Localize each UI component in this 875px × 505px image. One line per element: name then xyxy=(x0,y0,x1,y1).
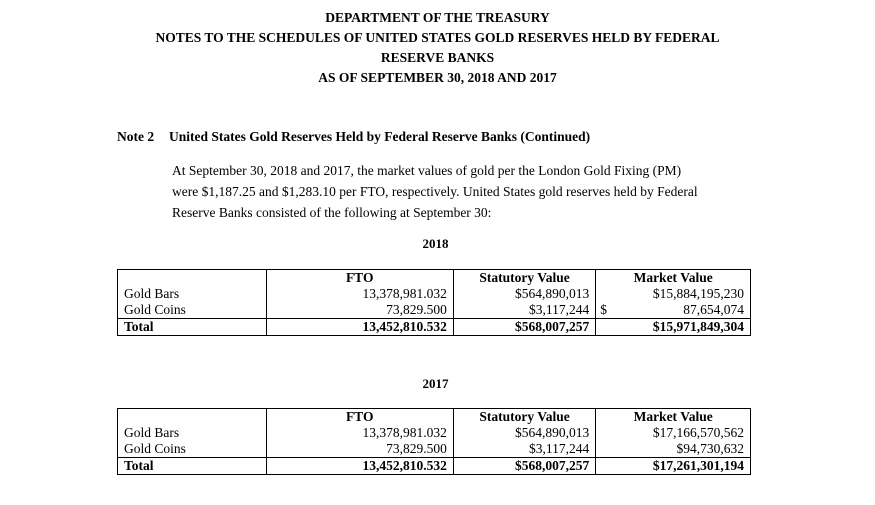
table-header-row xyxy=(118,409,751,426)
table-total-row xyxy=(118,458,751,475)
row-label: Gold Bars xyxy=(118,286,267,302)
row-label: Gold Bars xyxy=(118,425,267,441)
market-value: $94,730,632 xyxy=(596,441,751,458)
note-number: Note 2 xyxy=(117,129,155,144)
row-label: Gold Coins xyxy=(118,302,267,319)
table-row xyxy=(118,302,751,319)
market-value: $17,166,570,562 xyxy=(596,425,751,441)
statutory-value: $3,117,244 xyxy=(453,441,595,458)
statutory-value: $568,007,257 xyxy=(453,319,595,336)
table-header-row xyxy=(118,270,751,287)
header-empty xyxy=(118,270,267,287)
note-paragraph-line-2: were $1,187.25 and $1,283.10 per FTO, respectively. United States gold reserves held by Federal xyxy=(172,184,698,199)
fto-value: 73,829.500 xyxy=(266,302,453,319)
header-date: AS OF SEPTEMBER 30, 2018 AND 2017 xyxy=(318,70,557,85)
table-row xyxy=(118,441,751,458)
header-statutory-value: Statutory Value xyxy=(453,270,595,287)
header-notes-title: NOTES TO THE SCHEDULES OF UNITED STATES GOLD RESERVES HELD BY FEDERAL xyxy=(155,30,720,45)
year-heading-2017: 2017 xyxy=(422,376,449,391)
market-value: $15,971,849,304 xyxy=(596,319,751,336)
header-department: DEPARTMENT OF THE TREASURY xyxy=(325,10,550,25)
header-market-value: Market Value xyxy=(596,270,751,287)
header-fto: FTO xyxy=(266,409,453,426)
header-fto: FTO xyxy=(266,270,453,287)
note-title: United States Gold Reserves Held by Federal Reserve Banks (Continued) xyxy=(169,129,591,144)
statutory-value: $3,117,244 xyxy=(453,302,595,319)
table-total-row xyxy=(118,319,751,336)
table-row xyxy=(118,425,751,441)
statutory-value: $564,890,013 xyxy=(453,286,595,302)
note-paragraph-line-1: At September 30, 2018 and 2017, the market values of gold per the London Gold Fixing (PM) xyxy=(172,163,682,178)
statutory-value: $568,007,257 xyxy=(453,458,595,475)
header-reserve-banks: RESERVE BANKS xyxy=(380,50,495,65)
fto-value: 13,378,981.032 xyxy=(266,425,453,441)
market-value: $17,261,301,194 xyxy=(596,458,751,475)
market-dollar-sign: $ xyxy=(600,302,608,317)
header-empty xyxy=(118,409,267,426)
market-value: 87,654,074 xyxy=(683,302,744,317)
statutory-value: $564,890,013 xyxy=(453,425,595,441)
header-market-value: Market Value xyxy=(596,409,751,426)
fto-value: 73,829.500 xyxy=(266,441,453,458)
row-label: Total xyxy=(118,458,267,475)
header-statutory-value: Statutory Value xyxy=(453,409,595,426)
note-heading xyxy=(117,129,590,145)
table-row xyxy=(118,286,751,302)
market-value: $15,884,195,230 xyxy=(596,286,751,302)
gold-reserves-table-2018 xyxy=(117,269,751,336)
fto-value: 13,452,810.532 xyxy=(266,319,453,336)
note-paragraph-line-3: Reserve Banks consisted of the following at September 30: xyxy=(172,205,492,220)
gold-reserves-table-2017 xyxy=(117,408,751,475)
row-label: Gold Coins xyxy=(118,441,267,458)
year-heading-2018: 2018 xyxy=(422,236,449,251)
fto-value: 13,378,981.032 xyxy=(266,286,453,302)
row-label: Total xyxy=(118,319,267,336)
fto-value: 13,452,810.532 xyxy=(266,458,453,475)
market-value-cell xyxy=(596,302,751,319)
